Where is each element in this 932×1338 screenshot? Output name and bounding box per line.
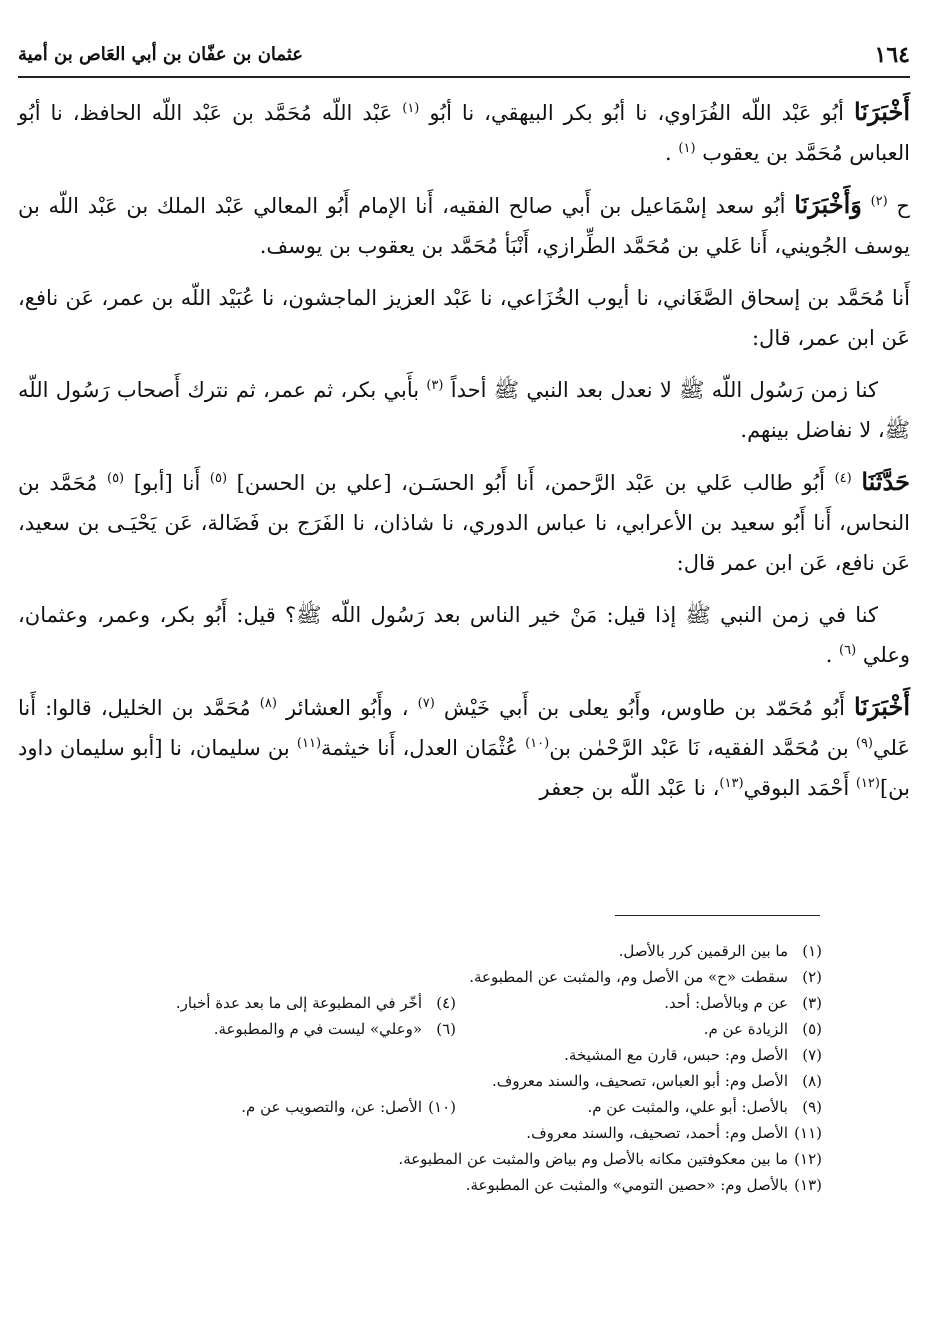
footnote-number: (٣)	[802, 994, 822, 1012]
footnote-text: الأصل وم: أحمد، تصحيف، والسند معروف.	[526, 1124, 788, 1142]
text-run: أَبُو مُحَمّد بن طاوس، وأَبُو يعلى بن أَبي خَيْش	[434, 696, 855, 720]
paragraph	[18, 92, 910, 173]
footnote-text: ما بين الرقمين كرر بالأصل.	[618, 942, 788, 960]
footnote-text: بالأصل وم: «حصين التومي» والمثبت عن المطبوعة.	[465, 1176, 788, 1194]
header-rule	[18, 76, 910, 78]
footnote	[90, 1146, 822, 1172]
text-run	[852, 471, 862, 495]
page-header	[18, 40, 910, 74]
footnote-ref: (١١)	[296, 736, 322, 751]
footnote	[90, 938, 822, 964]
footnote-row	[90, 964, 822, 990]
footnote	[90, 1120, 822, 1146]
footnote-number: (٨)	[802, 1072, 822, 1090]
text-run: ح	[887, 194, 910, 218]
footnote-text: الأصل وم: حبس، قارن مع المشيخة.	[564, 1046, 788, 1064]
footnote	[90, 1172, 822, 1198]
text-run: أَنا مُحَمَّد بن إسحاق الصَّغَاني، نا أيوب الخُزَاعي، نا عَبْد العزيز الماجشون، نا عُبَيْد اللّه بن عمر، عَن نافع، عَن ابن عمر، قال:	[18, 286, 910, 350]
footnote-number: (١١)	[794, 1124, 822, 1142]
footnote-ref: (١)	[678, 141, 696, 156]
footnote-row	[90, 1068, 822, 1094]
paragraph	[18, 185, 910, 266]
footnote-separator	[615, 915, 820, 916]
footnote-ref: (٤)	[834, 471, 852, 486]
footnote-ref: (٩)	[855, 736, 873, 751]
footnote-text: سقطت «ح» من الأصل وم، والمثبت عن المطبوعة.	[469, 968, 788, 986]
footnote-row	[90, 938, 822, 964]
footnote-text: الأصل: عن، والتصويب عن م.	[241, 1098, 422, 1116]
text-run: ، نا عَبْد اللّه بن جعفر	[539, 776, 720, 800]
footnote-ref: (١)	[402, 101, 420, 116]
footnote-ref: (٥)	[209, 471, 228, 486]
footnote-number: (٦)	[436, 1020, 456, 1038]
footnote-number: (١٢)	[794, 1150, 822, 1168]
text-run: ، وأَبُو العشائر	[276, 696, 418, 720]
paragraph	[18, 687, 910, 808]
paragraph	[18, 462, 910, 583]
lead-word: حَدَّثَنَا	[861, 467, 910, 496]
footnote-ref: (٢)	[870, 194, 888, 209]
footnote	[456, 1016, 822, 1042]
text-run: أبُو سعد إسْمَاعيل بن أَبي صالح الفقيه، أَنا الإمام أَبُو المعالي عَبْد الملك بن عَبْد اللّه بن يوسف الجُويني، أَنا عَلي بن مُحَمَّد الطِّرازي، أَنْبَأ مُحَمَّد بن يعقوب بن يوسف.	[18, 194, 910, 258]
text-run: أَنا [أبو]	[124, 471, 210, 495]
footnote-row	[90, 1172, 822, 1198]
text-run: بن مُحَمَّد الفقيه، نَا عَبْد الرَّحْمٰن بن	[549, 736, 856, 760]
footnote-number: (١)	[802, 942, 822, 960]
footnote-row	[90, 1094, 822, 1120]
text-run: عُثْمَان العدل، أَنا خيثمة	[321, 736, 526, 760]
text-run: بن سليمان، نا [أبو سليمان داود بن]	[18, 736, 910, 800]
footnote	[90, 1016, 456, 1042]
footnote-ref: (١٢)	[855, 776, 880, 791]
footnote-text: الأصل وم: أبو العباس، تصحيف، والسند معروف.	[492, 1072, 788, 1090]
lead-word: أَخْبَرَنَا	[854, 97, 910, 126]
main-text	[18, 92, 910, 820]
footnote-text: أخّر في المطبوعة إلى ما بعد عدة أخبار.	[175, 994, 422, 1012]
footnote-text: عن م وبالأصل: أحد.	[664, 994, 788, 1012]
page-number: ١٦٤	[874, 42, 910, 68]
footnote-number: (٤)	[436, 994, 456, 1012]
footnote-row	[90, 1146, 822, 1172]
footnote-row	[90, 1042, 822, 1068]
footnote-ref: (٧)	[417, 696, 435, 711]
text-run: أبُو عَبْد اللّه الفُرَاوي، نا أبُو بكر البيهقي، نا أبُو	[419, 101, 854, 125]
footnote-number: (٧)	[802, 1046, 822, 1064]
text-run: كنا في زمن النبي ﷺ إذا قيل: مَنْ خير الناس بعد رَسُول اللّه ﷺ؟ قيل: أَبُو بكر، وعمر، وعثمان، وعلي	[18, 603, 910, 667]
footnote	[90, 964, 822, 990]
text-run: مُحَمَّد بن النحاس، أَنا أَبُو سعيد بن الأعرابي، نا عباس الدوري، نا شاذان، نا الفَرَج بن فَضَالة، عَن يَحْيَـى بن سعيد، عَن نافع، عَن ابن عمر قال:	[18, 471, 910, 575]
footnote	[90, 1042, 822, 1068]
footnote-text: الزيادة عن م.	[703, 1020, 788, 1038]
footnotes	[90, 938, 822, 1198]
footnote	[456, 1094, 822, 1120]
text-run: كنا زمن رَسُول اللّه ﷺ لا نعدل بعد النبي ﷺ أحداً	[443, 378, 878, 402]
footnote-text: «وعلي» ليست في م والمطبوعة.	[213, 1020, 422, 1038]
paragraph	[18, 278, 910, 358]
footnote-number: (١٠)	[428, 1098, 456, 1116]
footnote-number: (٩)	[802, 1098, 822, 1116]
footnote-ref: (٥)	[106, 471, 125, 486]
text-run: مُحَمَّد بن الخليل، قالوا: أَنا عَلي	[18, 696, 910, 760]
paragraph	[18, 595, 910, 675]
footnote-ref: (٦)	[839, 643, 857, 658]
footnote	[90, 990, 456, 1016]
footnote-ref: (١٠)	[525, 736, 550, 751]
text-run: أَبُو طالب عَلي بن عَبْد الرَّحمن، أَنا أَبُو الحسَـن، [علي بن الحسن]	[227, 471, 835, 495]
lead-word: أَخْبَرَنَا	[854, 692, 911, 721]
footnote-number: (٥)	[802, 1020, 822, 1038]
footnote-number: (٢)	[802, 968, 822, 986]
paragraph	[18, 370, 910, 450]
lead-word: وَأَخْبَرَنَا	[794, 190, 862, 219]
text-run: .	[665, 141, 679, 165]
text-run: أَحْمَد البوقي	[743, 776, 856, 800]
footnote-text: بالأصل: أبو علي، والمثبت عن م.	[587, 1098, 788, 1116]
text-run: .	[825, 643, 840, 667]
footnote-number: (١٣)	[794, 1176, 822, 1194]
footnote-ref: (١٣)	[719, 776, 744, 791]
footnote-row	[90, 1016, 822, 1042]
footnote	[90, 1094, 456, 1120]
footnote-row	[90, 990, 822, 1016]
footnote	[90, 1068, 822, 1094]
text-run	[862, 194, 871, 218]
footnote	[456, 990, 822, 1016]
footnote-ref: (٣)	[426, 378, 444, 393]
footnote-row	[90, 1120, 822, 1146]
running-title: عثمان بن عفّان بن أبي العَاص بن أمية	[18, 44, 303, 65]
footnote-text: ما بين معكوفتين مكانه بالأصل وم بياض والمثبت عن المطبوعة.	[398, 1150, 788, 1168]
text-run: عَبْد اللّه مُحَمَّد بن عَبْد اللّه الحافظ، نا أبُو العباس مُحَمَّد بن يعقوب	[18, 101, 910, 165]
footnote-ref: (٨)	[259, 696, 277, 711]
text-run: بأَبي بكر، ثم عمر، ثم نترك أَصحاب رَسُول اللّه ﷺ، لا نفاضل بينهم.	[18, 378, 910, 442]
